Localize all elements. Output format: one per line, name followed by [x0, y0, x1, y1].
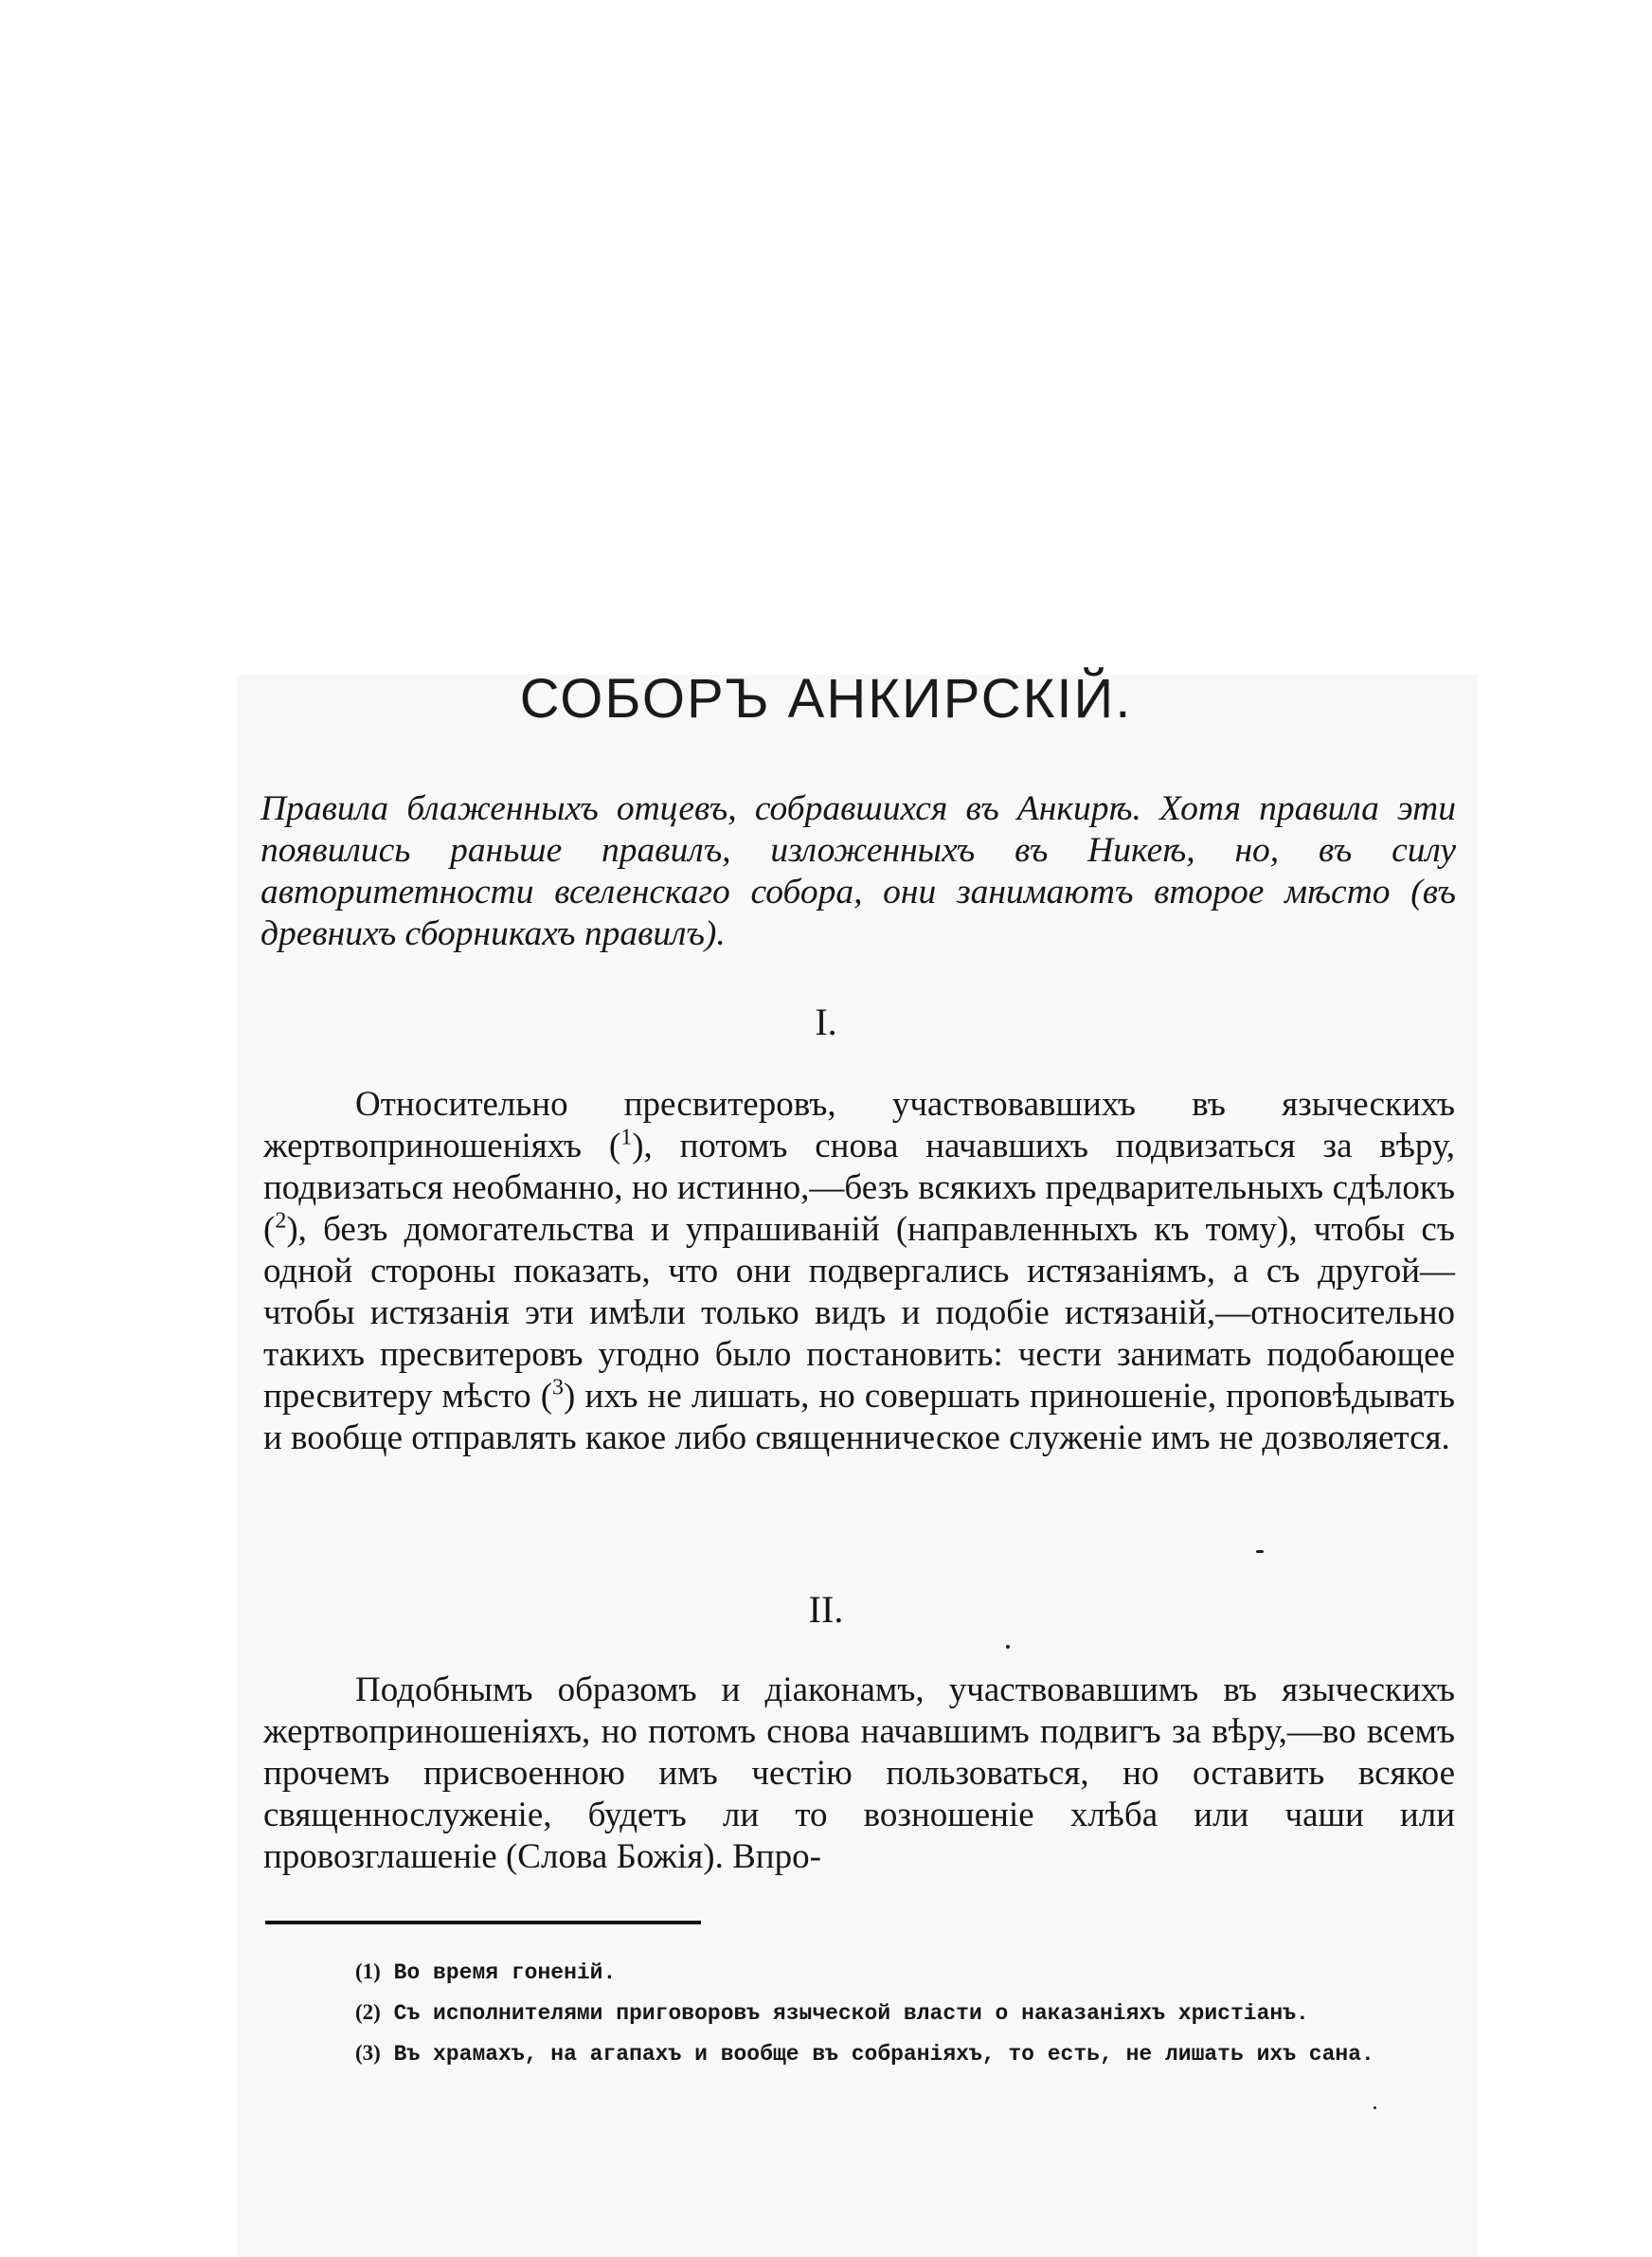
preface-italic: Правила блаженныхъ отцевъ, собравшихся въ Анкирѣ. Хотя правила эти появились раньше правилъ, изложенныхъ въ Никеѣ, но, въ силу авторитетности вселенскаго собора, они занимаютъ второе мѣсто (въ древнихъ сборникахъ правилъ).	[260, 789, 1456, 953]
rule-1-part-4: ) ихъ не лишать, но совершать приношеніе, проповѣдывать и вообще отправлять какое либо священническое служеніе имъ не дозволяется.	[263, 1377, 1456, 1457]
scan-speck	[1374, 2106, 1376, 2109]
footnote-mark-1: (1)	[355, 1959, 381, 1983]
rule-number-2: II.	[808, 1588, 844, 1631]
footnote-1	[263, 1952, 1455, 1993]
rule-number-1: I.	[815, 1001, 837, 1043]
rule-text-2: Подобнымъ образомъ и діаконамъ, участвовавшимъ въ языческихъ жертвоприношеніяхъ, но потомъ снова начавшимъ подвигъ за вѣру,—во всемъ прочемъ присвоенною имъ честію пользоваться, но оставить всякое священнослуженіе, будетъ ли то возношеніе хлѣба или чаши или провозглашеніе (Слова Божія). Впро-	[263, 1670, 1455, 1876]
footnote-text-2: Съ исполнителями приговоровъ языческой власти о наказаніяхъ христіанъ.	[393, 2001, 1309, 2026]
footnote-text-3: Въ храмахъ, на агапахъ и вообще въ собраніяхъ, то есть, не лишать ихъ сана.	[393, 2042, 1374, 2067]
footnote-divider	[265, 1921, 701, 1924]
footnote-mark-2: (2)	[355, 2000, 381, 2024]
rule-1-part-2: ), потомъ снова начавшихъ подвизаться за вѣру, подвизаться необманно, но истинно,—безъ всякихъ предварительныхъ сдѣлокъ (	[263, 1127, 1455, 1249]
footnote-3	[263, 2033, 1455, 2074]
footnotes	[263, 1952, 1455, 2074]
footnote-ref-2[interactable]: 2	[275, 1208, 287, 1234]
scan-speck	[1256, 1550, 1264, 1553]
rule-text-1	[263, 1084, 1455, 1459]
scan-speck	[1006, 1645, 1010, 1649]
rule-1-part-1: Относительно пресвитеровъ, участвовавшихъ въ языческихъ жертвоприношеніяхъ (	[263, 1085, 1455, 1165]
footnote-text-1: Во время гоненій.	[393, 1960, 617, 1985]
footnote-2	[263, 1993, 1455, 2033]
footnote-ref-1[interactable]: 1	[620, 1125, 633, 1150]
page-title: СОБОРЪ АНКИРСКІЙ.	[519, 668, 1133, 730]
rule-1-part-3: ), безъ домогательства и упрашиваній (направленныхъ къ тому), чтобы съ одной стороны показать, что они подвергались истязаніямъ, а съ другой—чтобы истязанія эти имѣли только видъ и подобіе истязаній,—относительно такихъ пресвитеровъ угодно было постановить: чести занимать подобающее пресвитеру мѣсто (	[263, 1210, 1455, 1416]
footnote-mark-3: (3)	[355, 2041, 381, 2065]
footnote-ref-3[interactable]: 3	[552, 1375, 565, 1400]
